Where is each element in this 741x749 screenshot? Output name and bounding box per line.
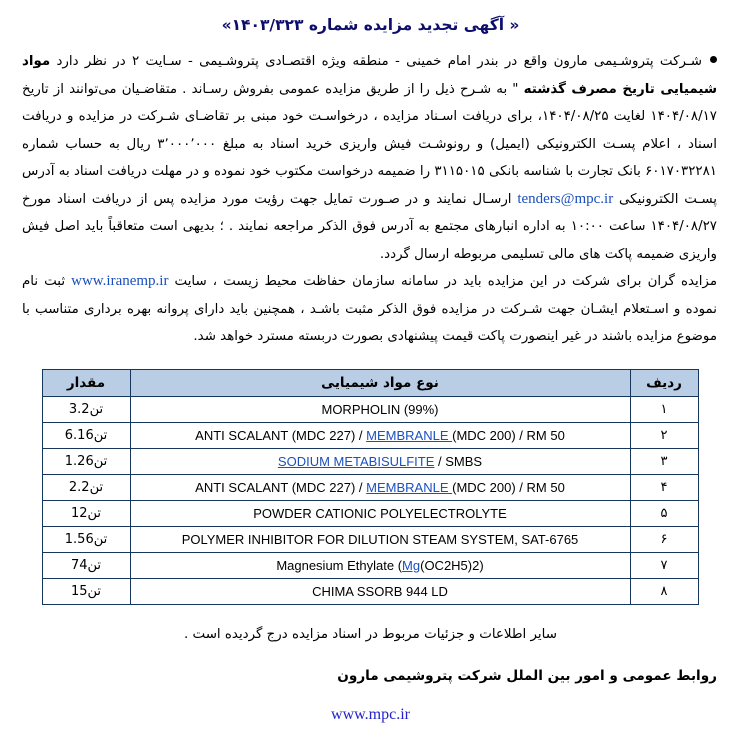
- quantity-value: 3.2: [68, 401, 90, 417]
- email-link[interactable]: tenders@mpc.ir: [517, 190, 614, 207]
- iranemp-website-link[interactable]: www.iranemp.ir: [71, 273, 169, 289]
- paragraph-main-part2: " به شـرح ذیل را از طریق مزایده عمومی بفروش رسـاند . متقاضـیان می‌توانند از تاریخ ۱۴۰۴/۰۸/۱۷ لغایت ۱۴۰۴/۰۸/۲۵، برای دریافت اسـناد مزایده ، درخواسـت خود مبنی بر تقاضـای شـركت در مزایده و دریافت اسناد ، اعلام پسـت الكترونیكی (ایمیل) و رونوشـت فیش واریزی خرید اسناد به مبلغ ۳٬۰۰۰٬۰۰۰ ریال به حساب شماره ۶۰۱۷۰۳۲۲۸۱ بانک تجارت با شناسه بانکی ۳۱۱۵۰۱۵ را ضمیمه درخواست مكتوب خود نموده و در مهلت دریافت اسناد به آدرس پسـت الكترونیكی: [22, 81, 718, 207]
- additional-info-note: سایر اطلاعات و جزئیات مربوط در اسناد مزایده درج گردیده است .: [184, 626, 557, 642]
- quantity-value: 1.56: [64, 531, 94, 547]
- paragraph-main: [22, 48, 717, 268]
- quantity-value: 2.2: [68, 479, 90, 495]
- table-header: [42, 369, 698, 396]
- paragraph-main-part1: شـركت پتروشـیمی مارون واقع در بندر امام خمینی - منطقه ویژه اقتصـادی پتروشـیمی - سـایت ۲ در نظر دارد: [50, 54, 702, 69]
- chemical-name-text: POWDER CATIONIC POLYELECTROLYTE: [253, 505, 507, 521]
- bullet-icon: [710, 56, 717, 63]
- cell-quantity: [42, 474, 130, 500]
- page-title: « آگهی تجدید مزایده شماره ۱۴۰۳/۳۲۳»: [221, 16, 520, 34]
- paragraph-main-part3: ارسـال نمایند و در صـورت تمایل جهت رؤیت مورد مزایده پس از دریافت اسناد مورخ ۱۴۰۴/۰۸/۲۷ ساعت ۱۰:۰۰ به اداره انبارهای مجتمع به آدرس فوق الذكر مراجعه نمایند . ؛ بدیهی است متعاقباً باید اصل فیش واریزی ضمیمه پاكت های مالی تسلیمی مربوطه ارسال گردد.: [22, 191, 717, 262]
- table-row: [42, 396, 698, 422]
- cell-quantity: [42, 578, 130, 604]
- cell-chemical-name: [130, 578, 630, 604]
- chemical-name-highlight: MEMBRANLE: [366, 479, 453, 495]
- cell-quantity: [42, 526, 130, 552]
- cell-chemical-name: [130, 500, 630, 526]
- cell-quantity: [42, 396, 130, 422]
- notice-body: [22, 48, 717, 351]
- quantity-value: 1.26: [64, 453, 94, 469]
- chemical-name-text: Magnesium Ethylate (: [276, 557, 403, 573]
- quantity-unit: تن: [93, 531, 108, 547]
- quantity-value: 12: [70, 505, 88, 521]
- cell-chemical-name: [130, 448, 630, 474]
- paragraph-registration-part1: مزایده گران برای شركت در این مزایده باید در سامانه سازمان حفاظت محیط زیست ، سایت: [168, 274, 717, 289]
- quantity-value: 6.16: [64, 427, 94, 443]
- paragraph-main-bold: مواد شیمیایی تاریخ مصرف گذشته: [22, 54, 717, 97]
- cell-row-number: ۲: [630, 422, 698, 448]
- quantity-unit: تن: [89, 479, 104, 495]
- cell-quantity: [42, 500, 130, 526]
- quantity-unit: تن: [87, 557, 102, 573]
- table-header-row: [42, 369, 698, 396]
- cell-chemical-name: [130, 396, 630, 422]
- chemical-name-text: / SMBS: [434, 453, 483, 469]
- quantity-value: 15: [70, 583, 88, 599]
- chemical-name-highlight: Mg: [402, 557, 421, 573]
- cell-row-number: ۵: [630, 500, 698, 526]
- chemical-name-highlight: SODIUM METABISULFITE: [277, 453, 435, 469]
- table-row: [42, 552, 698, 578]
- paragraph-registration: [22, 268, 717, 351]
- quantity-unit: تن: [93, 453, 108, 469]
- table-row: [42, 500, 698, 526]
- chemical-name-text: (MDC 200) / RM 50: [452, 479, 565, 495]
- cell-quantity: [42, 552, 130, 578]
- table-body: [42, 396, 698, 604]
- cell-chemical-name: [130, 474, 630, 500]
- cell-row-number: ۱: [630, 396, 698, 422]
- quantity-unit: تن: [87, 583, 102, 599]
- table-row: [42, 474, 698, 500]
- cell-row-number: ۶: [630, 526, 698, 552]
- website-line: [0, 704, 741, 724]
- cell-chemical-name: [130, 526, 630, 552]
- quantity-unit: تن: [87, 505, 102, 521]
- cell-quantity: [42, 422, 130, 448]
- quantity-unit: تن: [89, 401, 104, 417]
- quantity-value: 74: [70, 557, 88, 573]
- document-page: [0, 16, 741, 749]
- quantity-unit: تن: [93, 427, 108, 443]
- column-header-row-number: ردیف: [630, 369, 698, 396]
- chemical-name-text: MORPHOLIN (99%): [321, 401, 439, 417]
- cell-row-number: ۸: [630, 578, 698, 604]
- table-row: [42, 526, 698, 552]
- chemicals-table-container: [43, 369, 699, 605]
- signature-line: روابط عمومی و امور بین الملل شرکت پتروشیمی مارون: [337, 667, 717, 684]
- chemical-name-highlight: MEMBRANLE: [366, 427, 453, 443]
- column-header-quantity: مقدار: [42, 369, 130, 396]
- chemical-name-text: (OC2H5)2): [420, 557, 484, 573]
- table-row: [42, 422, 698, 448]
- chemical-name-text: ANTI SCALANT (MDC 227) /: [195, 479, 367, 495]
- chemical-name-text: POLYMER INHIBITOR FOR DILUTION STEAM SYSTEM, SAT-6765: [181, 531, 579, 547]
- cell-quantity: [42, 448, 130, 474]
- mpc-website-link[interactable]: www.mpc.ir: [331, 705, 410, 723]
- paragraph-registration-part2: ثبت نام نموده و اسـتعلام ایشـان جهت شـركت در مزایده فوق الذكر مثبت باشـد ، همچنین باید دارای پروانه بهره برداری متناسب با موضوع مزایده باشند در غیر اینصورت پاكت قیمت پیشنهادی بصورت دربسته مسترد خواهد شد.: [22, 274, 717, 344]
- column-header-chemical-name: نوع مواد شیمیایی: [130, 369, 630, 396]
- cell-chemical-name: [130, 552, 630, 578]
- chemicals-table: [42, 369, 699, 605]
- cell-row-number: ۴: [630, 474, 698, 500]
- chemical-name-text: (MDC 200) / RM 50: [452, 427, 565, 443]
- table-row: [42, 578, 698, 604]
- cell-chemical-name: [130, 422, 630, 448]
- table-row: [42, 448, 698, 474]
- cell-row-number: ۳: [630, 448, 698, 474]
- cell-row-number: ۷: [630, 552, 698, 578]
- chemical-name-text: CHIMA SSORB 944 LD: [312, 583, 448, 599]
- chemical-name-text: ANTI SCALANT (MDC 227) /: [195, 427, 367, 443]
